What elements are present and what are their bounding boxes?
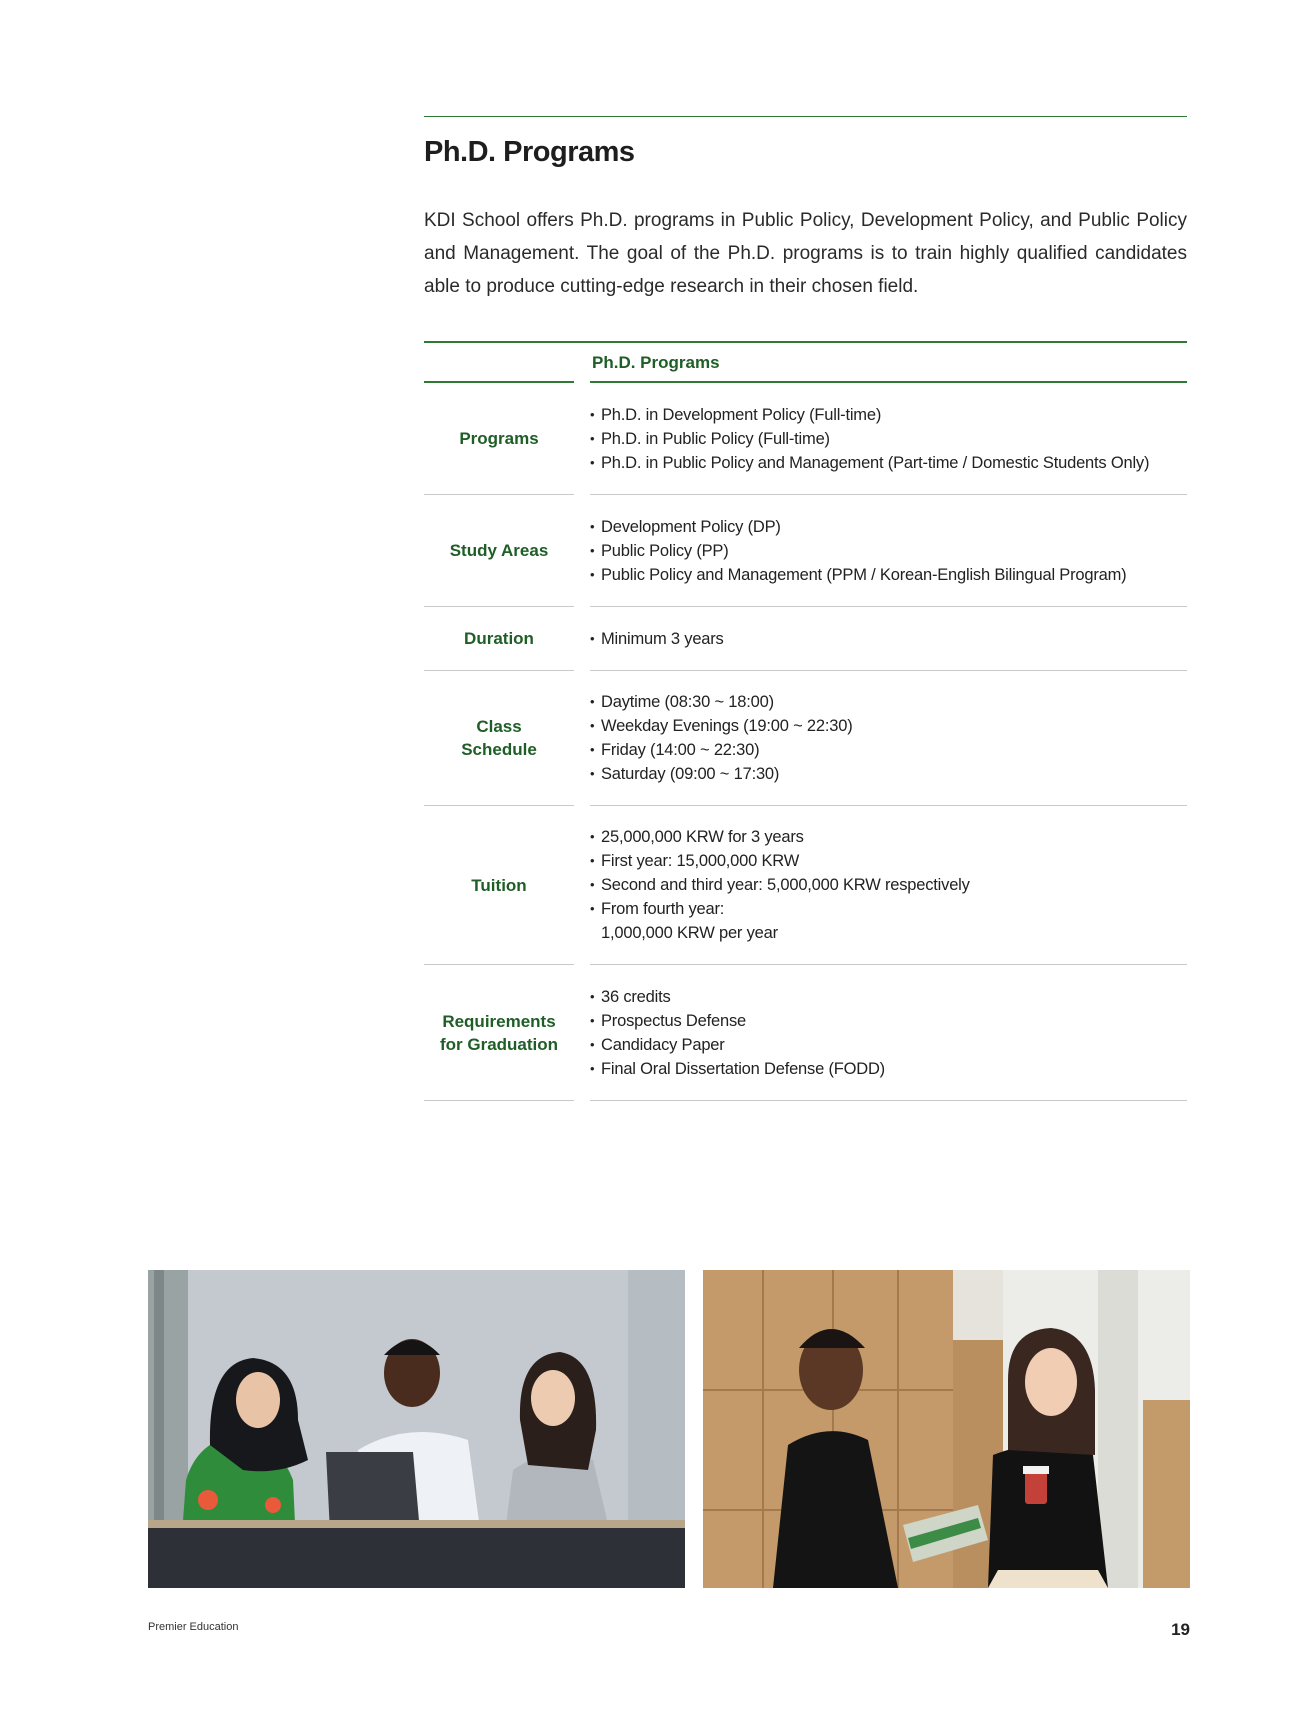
list-item: • Candidacy Paper (590, 1033, 1187, 1057)
list-item: • First year: 15,000,000 KRW (590, 849, 1187, 873)
row-label-line: Class (476, 717, 522, 736)
row-label-line: Schedule (461, 740, 537, 759)
list-item: • Weekday Evenings (19:00 ~ 22:30) (590, 714, 1187, 738)
list-item: • Ph.D. in Public Policy and Management (Part-time / Domestic Students Only) (590, 451, 1187, 475)
list-item: • Saturday (09:00 ~ 17:30) (590, 762, 1187, 786)
row-label-line: for Graduation (439, 1034, 559, 1054)
row-content (590, 607, 1187, 671)
row-label (424, 671, 574, 806)
row-label: Study Areas (424, 495, 574, 607)
table-header-empty-cell (424, 343, 574, 383)
list-item: • Final Oral Dissertation Defense (FODD) (590, 1057, 1187, 1081)
list-item: • Friday (14:00 ~ 22:30) (590, 738, 1187, 762)
row-content (590, 671, 1187, 806)
list-item: • Public Policy (PP) (590, 539, 1187, 563)
table-row-requirements (424, 965, 1187, 1101)
list-item: • 36 credits (590, 985, 1187, 1009)
list-item: • Prospectus Defense (590, 1009, 1187, 1033)
list-item: • Development Policy (DP) (590, 515, 1187, 539)
list-item: • From fourth year: (590, 897, 1187, 921)
list-item: • Ph.D. in Development Policy (Full-time) (590, 403, 1187, 427)
row-content (590, 383, 1187, 495)
students-laptop-photo (148, 1270, 685, 1588)
row-label: Tuition (424, 806, 574, 965)
list-item: • Second and third year: 5,000,000 KRW respectively (590, 873, 1187, 897)
list-item: • Daytime (08:30 ~ 18:00) (590, 690, 1187, 714)
list-item-continuation: 1,000,000 KRW per year (601, 924, 778, 942)
table-row-class-schedule (424, 671, 1187, 806)
row-label (424, 965, 574, 1101)
top-divider (424, 116, 1187, 117)
row-content (590, 806, 1187, 965)
list-item: • Minimum 3 years (590, 627, 1187, 651)
footer-section-label: Premier Education (148, 1621, 239, 1633)
programs-table (424, 341, 1187, 1101)
intro-paragraph: KDI School offers Ph.D. programs in Public Policy, Development Policy, and Public Policy and Management. The goal of the Ph.D. programs is to train highly qualified candidates able to produce cutting-edge research in their chosen field. (424, 210, 1187, 297)
row-label: Programs (424, 383, 574, 495)
list-item: • Ph.D. in Public Policy (Full-time) (590, 427, 1187, 451)
row-label: Duration (424, 607, 574, 671)
table-row-duration (424, 607, 1187, 671)
page-title: Ph.D. Programs (424, 136, 635, 168)
table-header-row (424, 343, 1187, 383)
page-number: 19 (1171, 1620, 1190, 1639)
row-content (590, 965, 1187, 1101)
row-label-line: Requirements (442, 1011, 556, 1031)
table-header-title: Ph.D. Programs (590, 343, 1187, 383)
list-item: • Public Policy and Management (PPM / Korean-English Bilingual Program) (590, 563, 1187, 587)
table-row-programs (424, 383, 1187, 495)
list-item: • 25,000,000 KRW for 3 years (590, 825, 1187, 849)
row-content (590, 495, 1187, 607)
table-row-study-areas (424, 495, 1187, 607)
table-row-tuition (424, 806, 1187, 965)
students-hallway-photo (703, 1270, 1190, 1588)
